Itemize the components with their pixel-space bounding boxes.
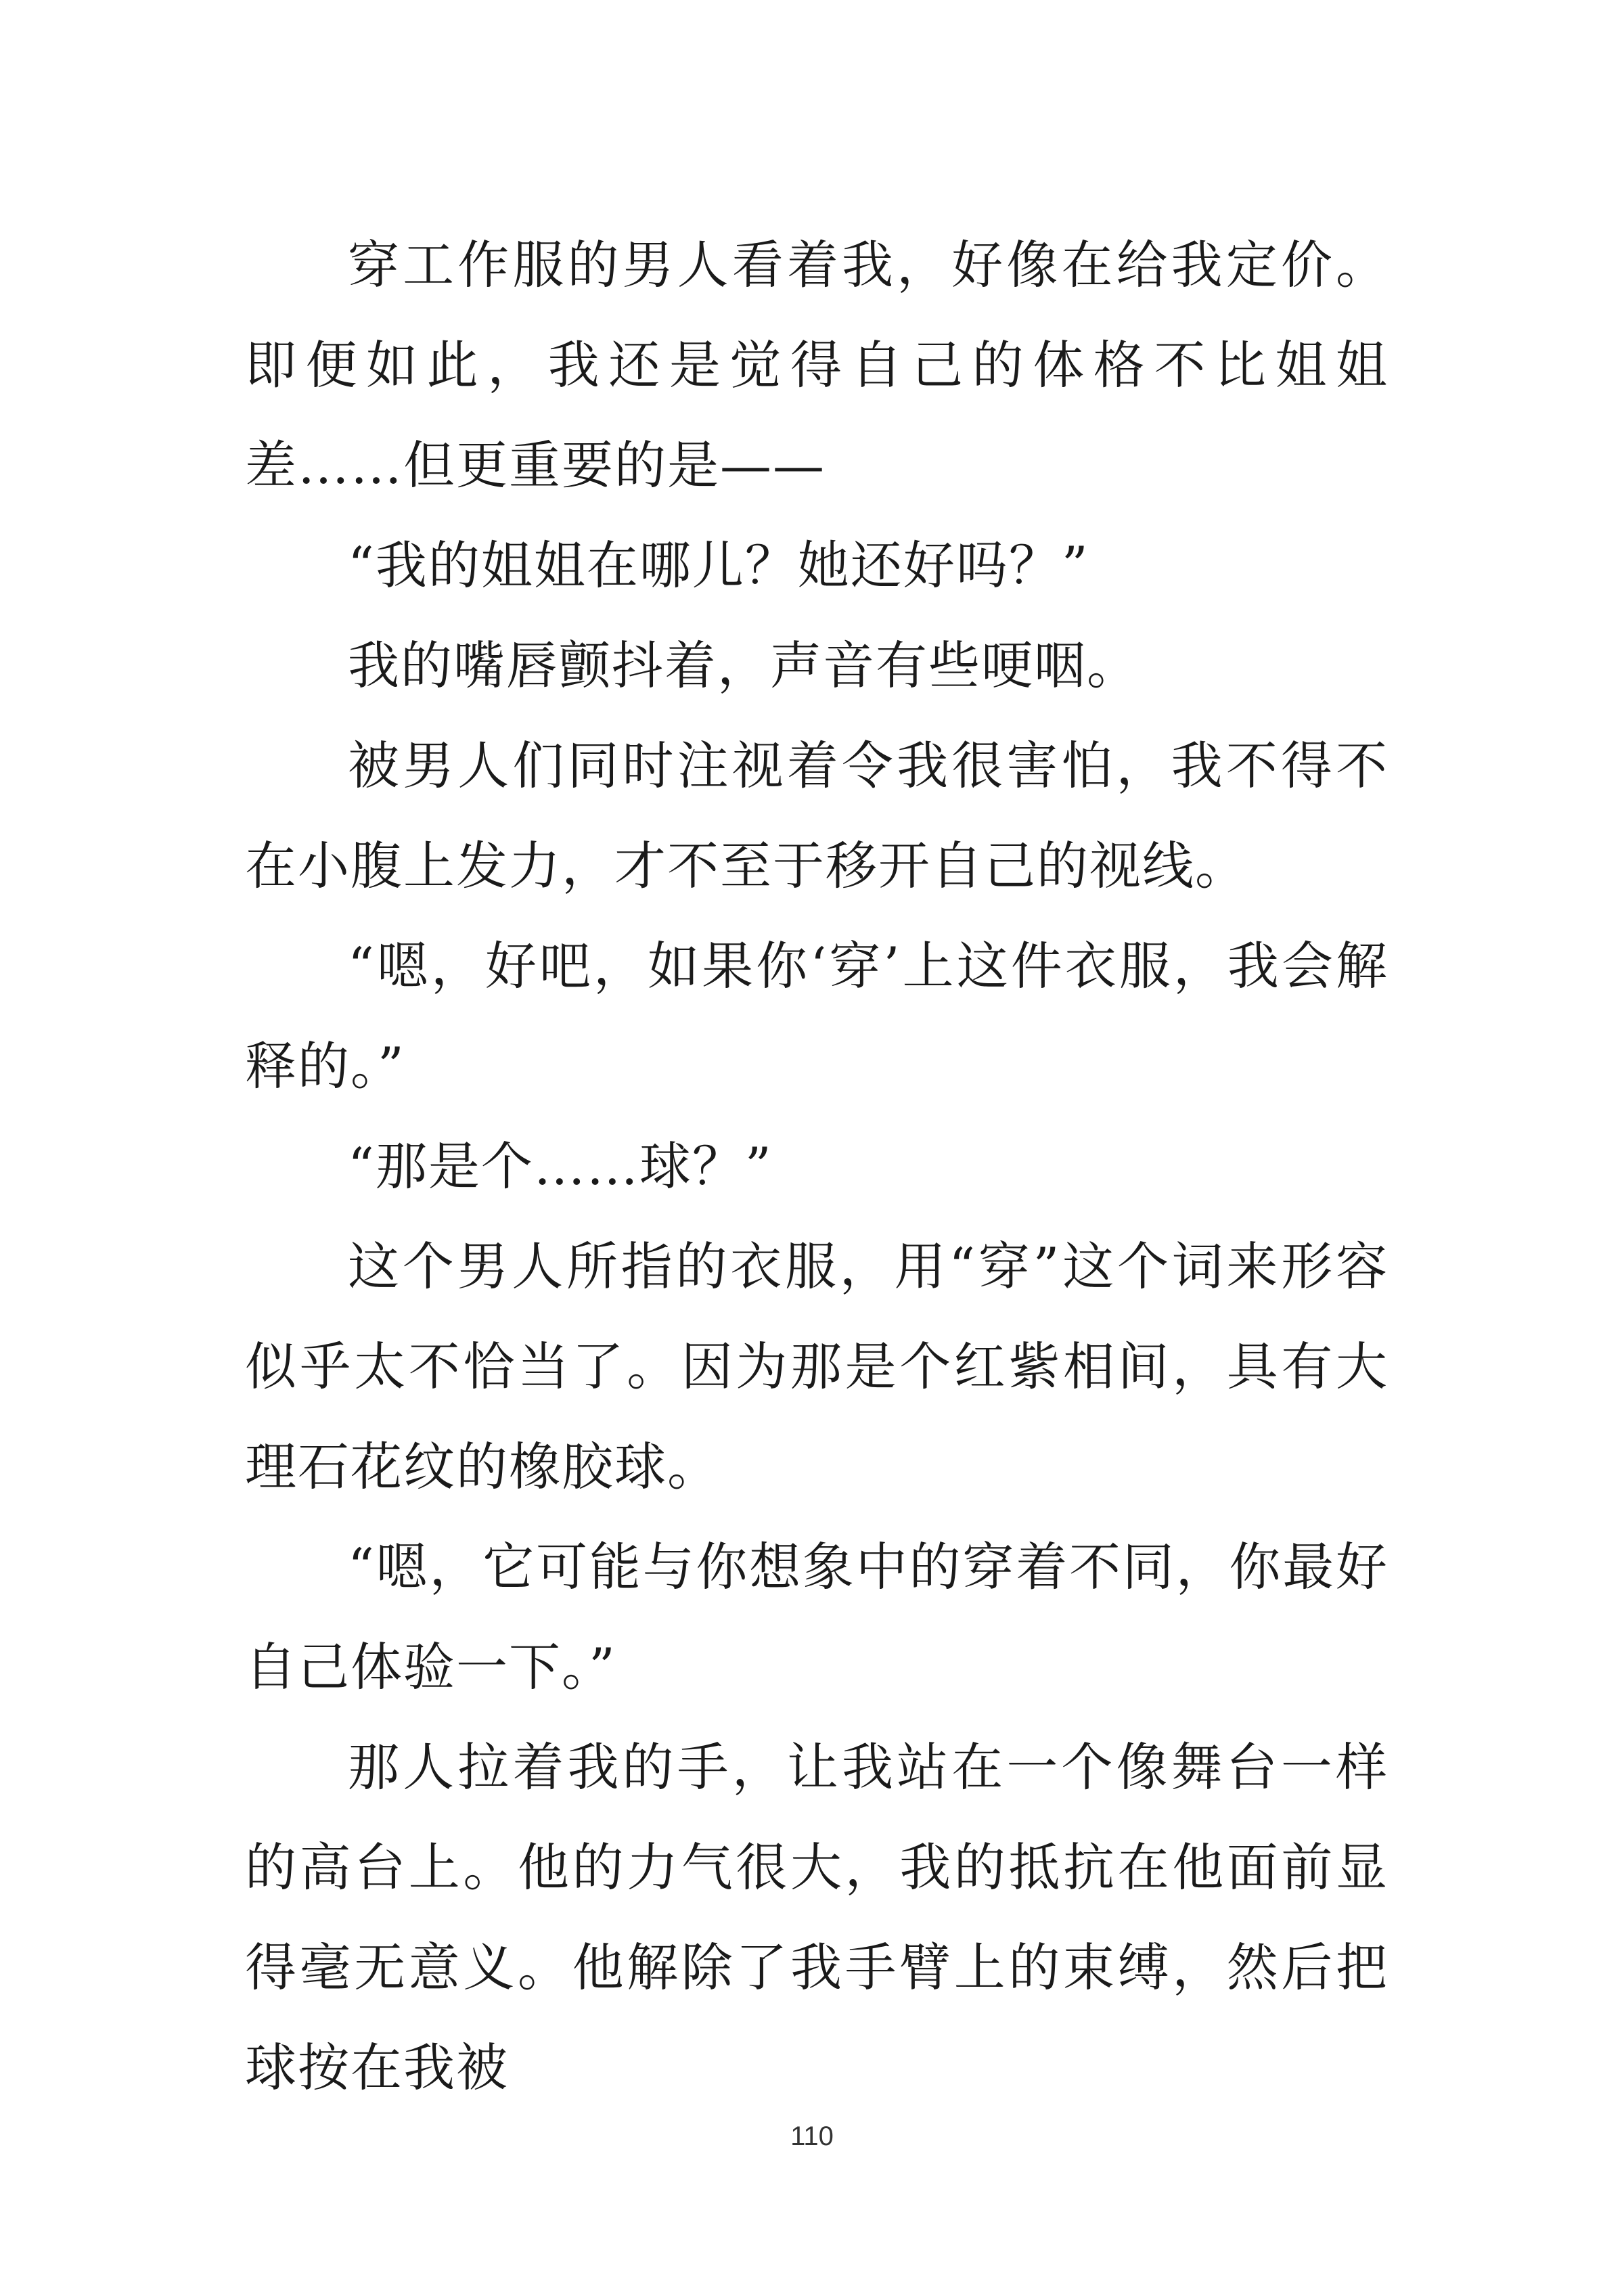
body-text [245, 215, 1389, 2118]
paragraph: “我的姐姐在哪儿？她还好吗？” [348, 535, 1089, 595]
paragraph: “那是个……球？” [348, 1136, 773, 1196]
paragraph: “嗯，它可能与你想象中的穿着不同，你最好自己体验一下。” [245, 1537, 1389, 1697]
page-number: 110 [790, 2121, 834, 2151]
paragraph: “嗯，好吧，如果你‘穿’上这件衣服，我会解释的。” [245, 936, 1389, 1096]
paragraph: 穿工作服的男人看着我，好像在给我定价。即便如此，我还是觉得自己的体格不比姐姐差……但更重要的是—— [245, 235, 1389, 495]
paragraph: 被男人们同时注视着令我很害怕，我不得不在小腹上发力，才不至于移开自己的视线。 [245, 736, 1389, 896]
paragraph: 这个男人所指的衣服，用“穿”这个词来形容似乎太不恰当了。因为那是个红紫相间，具有大理石花纹的橡胶球。 [245, 1236, 1389, 1497]
paragraph: 我的嘴唇颤抖着，声音有些哽咽。 [348, 635, 1140, 696]
paragraph: 那人拉着我的手，让我站在一个像舞台一样的高台上。他的力气很大，我的抵抗在他面前显得毫无意义。他解除了我手臂上的束缚，然后把球按在我被 [245, 1737, 1389, 2098]
